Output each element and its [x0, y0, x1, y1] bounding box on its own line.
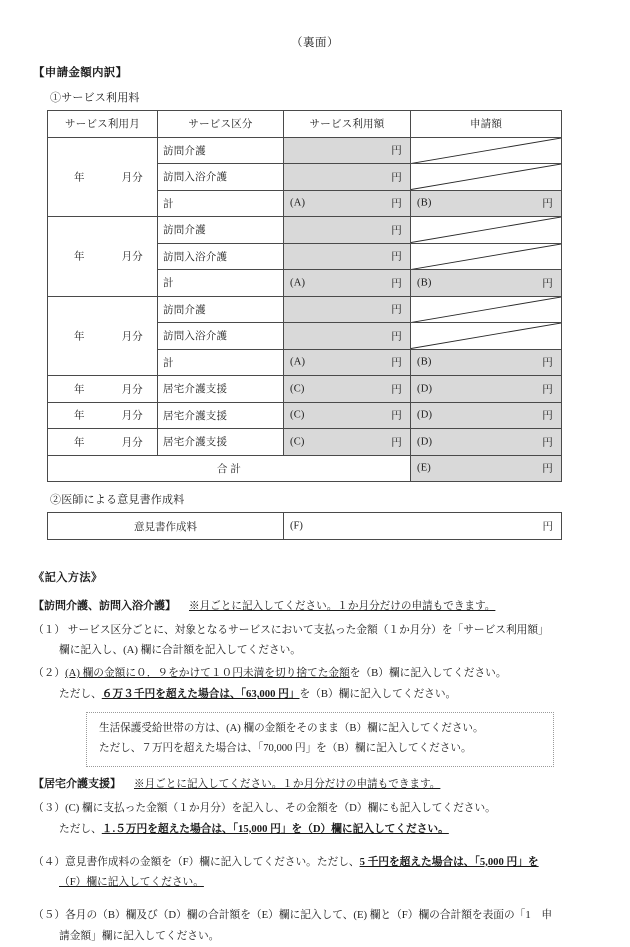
instruction-item-4 — [33, 852, 630, 894]
item-2-line-1-underlined: (A) 欄の金額に０．９をかけて１０円未満を切り捨てた金額 — [65, 667, 350, 680]
label-b: (B) — [417, 197, 432, 209]
spacer — [0, 893, 630, 903]
service-amount-cell[interactable] — [284, 296, 411, 323]
kyotaku-d-cell[interactable] — [411, 429, 562, 456]
table-row — [48, 137, 562, 164]
item-4-number: （４） — [33, 855, 66, 868]
claim-cell-struck — [411, 296, 562, 323]
label-a: (A) — [290, 197, 306, 209]
yen-unit: 円 — [391, 225, 402, 237]
label-d: (D) — [417, 436, 433, 448]
service-kind-homon-kaigo: 訪問介護 — [158, 296, 284, 323]
service-amount-cell[interactable] — [284, 323, 411, 350]
year-label: 年 — [74, 437, 85, 449]
yen-unit: 円 — [391, 331, 402, 343]
year-label: 年 — [74, 384, 85, 396]
service-amount-cell[interactable] — [284, 164, 411, 191]
subtotal-a-cell[interactable] — [284, 190, 411, 217]
label-d: (D) — [417, 409, 433, 421]
spacer — [0, 840, 630, 850]
month-label: 月分 — [121, 251, 143, 263]
item-2-line-2 — [59, 684, 630, 705]
grand-total-e-cell[interactable] — [411, 455, 562, 482]
claim-cell-struck — [411, 243, 562, 270]
instructions-section — [0, 568, 630, 947]
table-row — [48, 402, 562, 429]
service-kind-subtotal: 計 — [158, 270, 284, 297]
page-marker: （裏面） — [291, 37, 339, 49]
item-4-line-1-prefix: 意見書作成料の金額を（F）欄に記入してください。ただし、 — [65, 855, 360, 868]
kyotaku-c-cell[interactable] — [284, 376, 411, 403]
label-b: (B) — [417, 356, 432, 368]
service-kind-kyotaku: 居宅介護支援 — [158, 429, 284, 456]
note-box-line-1: 生活保護受給世帯の方は、(A) 欄の金額をそのまま（B）欄に記入してください。 — [99, 722, 484, 734]
yen-unit: 円 — [542, 278, 553, 290]
month-label: 月分 — [121, 437, 143, 449]
item-2-line-2-prefix: ただし、 — [59, 688, 102, 701]
table-row — [48, 296, 562, 323]
header-service-month: サービス利用月 — [48, 111, 158, 138]
group-note-kyotaku: ※月ごとに記入してください。１か月分だけの申請もできます。 — [134, 779, 441, 791]
subtotal-a-cell[interactable] — [284, 270, 411, 297]
label-c: (C) — [290, 409, 305, 421]
item-3-line-2-underlined: １.５万円を超えた場合は、「15,000 円」を（D）欄に記入してください。 — [101, 822, 449, 835]
yen-unit: 円 — [391, 437, 402, 449]
service-amount-cell[interactable] — [284, 137, 411, 164]
item-5-number: （５） — [33, 909, 66, 922]
service-kind-homon-nyuyoku: 訪問入浴介護 — [158, 243, 284, 270]
yen-unit: 円 — [542, 463, 553, 475]
opinion-fee-label: 意見書作成料 — [48, 513, 284, 540]
service-amount-cell[interactable] — [284, 243, 411, 270]
item-2-number: （２） — [33, 667, 66, 680]
service-kind-kyotaku: 居宅介護支援 — [158, 376, 284, 403]
header-service-amount: サービス利用額 — [284, 111, 411, 138]
group-title-kyotaku: 【居宅介護支援】 — [33, 778, 121, 791]
item-2-line-2-underlined: ６万３千円を超えた場合は、「63,000 円」 — [101, 688, 300, 701]
claim-cell-struck — [411, 323, 562, 350]
instruction-group-kyotaku — [33, 774, 630, 796]
yen-unit: 円 — [391, 304, 402, 316]
yen-unit: 円 — [542, 521, 553, 533]
month-input-cell-4[interactable] — [48, 376, 158, 403]
month-input-cell-5[interactable] — [48, 402, 158, 429]
table-row — [48, 376, 562, 403]
yen-unit: 円 — [391, 251, 402, 263]
month-input-cell-2[interactable] — [48, 217, 158, 297]
item-5-line-1: 各月の（B）欄及び（D）欄の合計額を（E）欄に記入して、(E) 欄と（F）欄の合計額を表面の「1 申 — [65, 909, 553, 922]
year-label: 年 — [74, 410, 85, 422]
service-kind-kyotaku: 居宅介護支援 — [158, 402, 284, 429]
group-title-homon: 【訪問介護、訪問入浴介護】 — [33, 599, 176, 612]
claim-cell-struck — [411, 137, 562, 164]
month-label: 月分 — [121, 384, 143, 396]
year-label: 年 — [74, 251, 85, 263]
yen-unit: 円 — [542, 437, 553, 449]
yen-unit: 円 — [391, 172, 402, 184]
claim-b-cell[interactable] — [411, 349, 562, 376]
service-fee-table-wrapper — [47, 110, 630, 482]
section-title: 【申請金額内訳】 — [33, 67, 128, 79]
opinion-fee-table — [47, 512, 562, 540]
kyotaku-c-cell[interactable] — [284, 402, 411, 429]
seikatsu-hogo-note-box — [86, 712, 554, 767]
grand-total-row — [48, 455, 562, 482]
label-c: (C) — [290, 436, 305, 448]
item-2-line-2-rest: を（B）欄に記入してください。 — [299, 688, 457, 701]
year-label: 年 — [74, 172, 85, 184]
month-input-cell-1[interactable] — [48, 137, 158, 217]
yen-unit: 円 — [542, 357, 553, 369]
label-f: (F) — [290, 520, 303, 532]
label-c: (C) — [290, 383, 305, 395]
item-3-number: （３） — [33, 801, 66, 814]
yen-unit: 円 — [391, 145, 402, 157]
item-3-line-2-prefix: ただし、 — [59, 822, 102, 835]
instruction-item-1 — [33, 620, 630, 662]
table-row — [48, 217, 562, 244]
label-b: (B) — [417, 277, 432, 289]
subtotal-a-cell[interactable] — [284, 349, 411, 376]
service-kind-homon-kaigo: 訪問介護 — [158, 217, 284, 244]
claim-b-cell[interactable] — [411, 190, 562, 217]
instructions-heading: 《記入方法》 — [33, 572, 103, 584]
month-label: 月分 — [121, 410, 143, 422]
year-label: 年 — [74, 331, 85, 343]
grand-total-label: 合 計 — [48, 455, 411, 482]
table-row — [48, 513, 562, 540]
service-kind-subtotal: 計 — [158, 349, 284, 376]
kyotaku-d-cell[interactable] — [411, 402, 562, 429]
kyotaku-d-cell[interactable] — [411, 376, 562, 403]
item-1-line-2: 欄に記入し、(A) 欄に合計額を記入してください。 — [59, 644, 301, 657]
service-kind-homon-kaigo: 訪問介護 — [158, 137, 284, 164]
group-note-homon: ※月ごとに記入してください。１か月分だけの申請もできます。 — [189, 600, 496, 612]
yen-unit: 円 — [391, 384, 402, 396]
instruction-item-2 — [33, 663, 630, 705]
yen-unit: 円 — [391, 198, 402, 210]
instruction-item-3 — [33, 798, 630, 840]
subsection-title-service-fee: ①サービス利用料 — [50, 92, 140, 104]
table-header-row — [48, 111, 562, 138]
kyotaku-c-cell[interactable] — [284, 429, 411, 456]
month-input-cell-6[interactable] — [48, 429, 158, 456]
yen-unit: 円 — [542, 198, 553, 210]
yen-unit: 円 — [391, 410, 402, 422]
instruction-item-5 — [33, 905, 630, 947]
month-label: 月分 — [121, 172, 143, 184]
opinion-fee-f-cell[interactable] — [284, 513, 562, 540]
item-3-line-1: (C) 欄に支払った金額（１か月分）を記入し、その金額を（D）欄にも記入してください。 — [65, 801, 496, 814]
header-claim-amount: 申請額 — [411, 111, 562, 138]
subsection-title-opinion-fee: ②医師による意見書作成料 — [50, 494, 185, 506]
opinion-fee-table-wrapper — [47, 512, 630, 540]
service-kind-homon-nyuyoku: 訪問入浴介護 — [158, 164, 284, 191]
item-4-line-2-underlined: （F）欄に記入してください。 — [59, 876, 204, 889]
label-e: (E) — [417, 462, 432, 474]
service-kind-homon-nyuyoku: 訪問入浴介護 — [158, 323, 284, 350]
claim-cell-struck — [411, 217, 562, 244]
table-row — [48, 429, 562, 456]
note-box-line-2: ただし、７万円を超えた場合は、「70,000 円」を（B）欄に記入してください。 — [99, 743, 472, 755]
yen-unit: 円 — [391, 278, 402, 290]
item-4-line-1-underlined: 5 千円を超えた場合は、「5,000 円」を — [359, 855, 539, 868]
label-a: (A) — [290, 277, 306, 289]
label-d: (D) — [417, 383, 433, 395]
label-a: (A) — [290, 356, 306, 368]
item-1-number: （１） — [33, 623, 66, 636]
claim-b-cell[interactable] — [411, 270, 562, 297]
yen-unit: 円 — [542, 410, 553, 422]
item-2-line-1-rest: を（B）欄に記入してください。 — [349, 667, 507, 680]
item-1-line-1: サービス区分ごとに、対象となるサービスにおいて支払った金額（１か月分）を「サービス利用額」 — [67, 623, 549, 636]
month-input-cell-3[interactable] — [48, 296, 158, 376]
instruction-group-homon — [33, 596, 630, 618]
service-amount-cell[interactable] — [284, 217, 411, 244]
header-service-kind: サービス区分 — [158, 111, 284, 138]
month-label: 月分 — [121, 331, 143, 343]
item-3-line-2 — [59, 819, 630, 840]
yen-unit: 円 — [391, 357, 402, 369]
item-5-line-2: 請金額」欄に記入してください。 — [59, 930, 220, 943]
service-kind-subtotal: 計 — [158, 190, 284, 217]
yen-unit: 円 — [542, 384, 553, 396]
service-fee-table — [47, 110, 562, 482]
claim-cell-struck — [411, 164, 562, 191]
